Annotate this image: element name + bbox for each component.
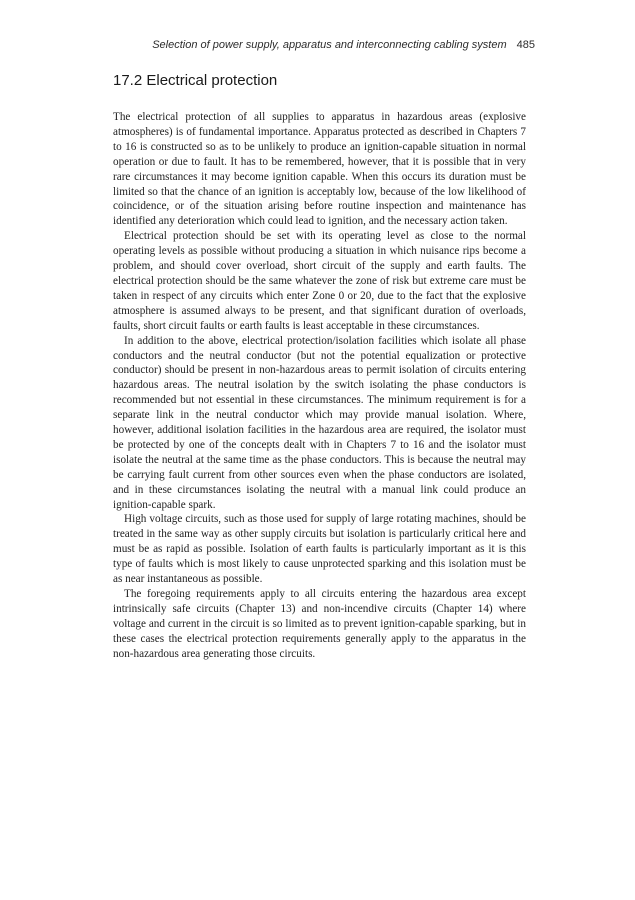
paragraph: In addition to the above, electrical protection/isolation facilities which isolate all phase conductors and the neutral conductor (but not the potential equalization or protective conductor) should be present in non-hazardous areas to permit isolation of circuits entering hazardous areas. The neutral isolation by the switch isolating the phase conductors is recommended but not essential in these circumstances. The minimum requirement is for a separate link in the neutral conductor which may provide manual isolation. Where, however, additional isolation facilities in the hazardous area are required, the isolator must be protected by one of the concepts dealt with in Chapters 7 to 16 and the isolator must isolate the neutral at the same time as the phase conductors. This is because the neutral may be carrying fault current from other sources even when the phase conductors are isolated, and in these circumstances isolating the neutral with a manual link could produce an ignition-capable spark. [113,334,526,511]
page-number: 485 [516,39,535,51]
section-title: 17.2 Electrical protection [113,72,278,89]
paragraph: High voltage circuits, such as those used for supply of large rotating machines, should be treated in the same way as other supply circuits but isolation is particularly critical here and must be as rapid as possible. Isolation of earth faults is particularly important as it is this type of faults which is most likely to cause unprotected sparking and this isolation must be as near instantaneous as possible. [113,513,526,586]
paragraph: Electrical protection should be set with its operating level as close to the normal operating levels as possible without producing a situation in which nuisance rips become a problem, and should cover overload, short circuit of the supply and earth faults. The electrical protection should be the same whatever the zone of risk but extreme care must be taken in respect of any circuits which enter Zone 0 or 20, due to the fact that the explosive atmosphere is assumed always to be present, and that significant duration of overloads, faults, short circuit faults or earth faults is least acceptable in these circumstances. [113,230,526,332]
running-title: Selection of power supply, apparatus and interconnecting cabling system [152,39,507,51]
paragraph: The foregoing requirements apply to all circuits entering the hazardous area except intrinsically safe circuits (Chapter 13) and non-incendive circuits (Chapter 14) where voltage and current in the circuit is so limited as to prevent ignition-capable sparking, but in these cases the electrical protection requirements generally apply to the apparatus in the non-hazardous area generating those circuits. [113,588,526,660]
body-text [113,110,526,662]
running-header [152,39,535,51]
paragraph: The electrical protection of all supplies to apparatus in hazardous areas (explosive atmospheres) is of fundamental importance. Apparatus protected as described in Chapters 7 to 16 is constructed so as to be unlikely to produce an ignition-capable situation in normal operation or due to fault. It has to be remembered, however, that it is possible that in very rare circumstances it may become ignition capable. When this occurs its duration must be limited so that the chance of an ignition is acceptably low, because of the low likelihood of coincidence, or of the situation arising before routine inspection and maintenance has identified any deterioration which could lead to ignition, and the necessary action taken. [113,111,526,228]
